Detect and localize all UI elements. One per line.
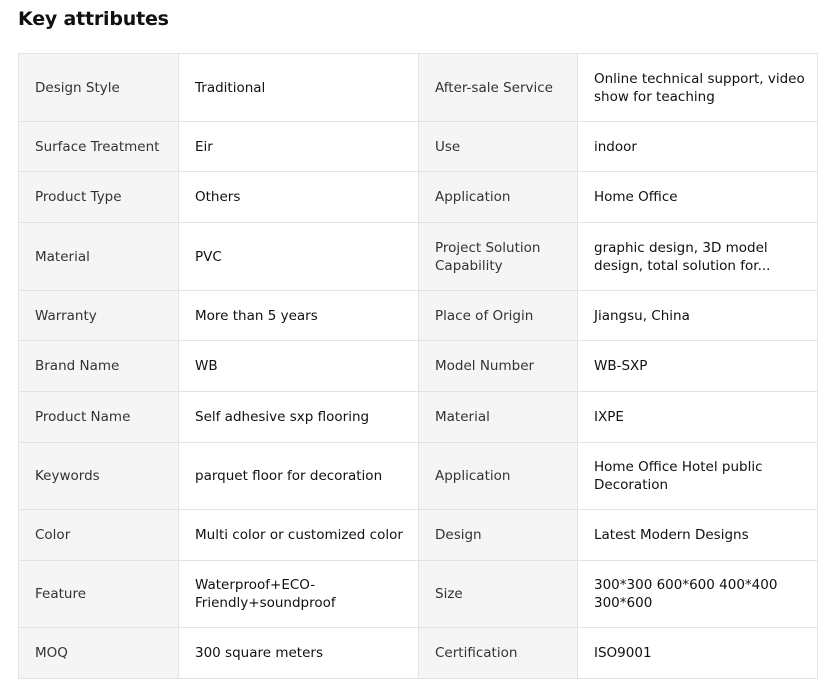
attribute-label: After-sale Service	[419, 54, 578, 122]
attribute-value: Latest Modern Designs	[578, 510, 818, 561]
attribute-label: Keywords	[19, 443, 179, 510]
table-row	[19, 392, 818, 443]
table-row	[19, 172, 818, 223]
table-row	[19, 291, 818, 341]
table-row	[19, 628, 818, 679]
attribute-value: 300 square meters	[179, 628, 419, 679]
attribute-value: Waterproof+ECO-Friendly+soundproof	[179, 561, 419, 628]
attribute-label: Project Solution Capability	[419, 223, 578, 291]
attribute-label: Material	[419, 392, 578, 443]
table-row	[19, 54, 818, 122]
attribute-value: Others	[179, 172, 419, 223]
attribute-label: Model Number	[419, 341, 578, 392]
attribute-label: Application	[419, 172, 578, 223]
table-row	[19, 443, 818, 510]
attribute-value: Jiangsu, China	[578, 291, 818, 341]
attribute-label: Use	[419, 122, 578, 172]
table-row	[19, 510, 818, 561]
attribute-value: Self adhesive sxp flooring	[179, 392, 419, 443]
attribute-value: More than 5 years	[179, 291, 419, 341]
attribute-label: Material	[19, 223, 179, 291]
attributes-table	[18, 53, 818, 679]
attribute-value: 300*300 600*600 400*400 300*600	[578, 561, 818, 628]
section-title: Key attributes	[18, 8, 169, 30]
attribute-value: Multi color or customized color	[179, 510, 419, 561]
attribute-value: Home Office Hotel public Decoration	[578, 443, 818, 510]
attribute-label: Surface Treatment	[19, 122, 179, 172]
attribute-label: Feature	[19, 561, 179, 628]
attribute-value: ISO9001	[578, 628, 818, 679]
attribute-label: Place of Origin	[419, 291, 578, 341]
attribute-value: IXPE	[578, 392, 818, 443]
table-row	[19, 223, 818, 291]
attribute-value: Home Office	[578, 172, 818, 223]
attribute-value: indoor	[578, 122, 818, 172]
table-row	[19, 561, 818, 628]
attribute-value: WB-SXP	[578, 341, 818, 392]
attribute-value: Eir	[179, 122, 419, 172]
attribute-label: Warranty	[19, 291, 179, 341]
attribute-label: Design	[419, 510, 578, 561]
attribute-label: Brand Name	[19, 341, 179, 392]
attribute-value: graphic design, 3D model design, total solution for...	[578, 223, 818, 291]
attribute-value: parquet floor for decoration	[179, 443, 419, 510]
attribute-label: Product Type	[19, 172, 179, 223]
attribute-value: WB	[179, 341, 419, 392]
attribute-label: MOQ	[19, 628, 179, 679]
attribute-label: Certification	[419, 628, 578, 679]
attribute-value: Online technical support, video show for teaching	[578, 54, 818, 122]
attribute-value: Traditional	[179, 54, 419, 122]
table-row	[19, 341, 818, 392]
attribute-label: Design Style	[19, 54, 179, 122]
attribute-value: PVC	[179, 223, 419, 291]
attribute-label: Product Name	[19, 392, 179, 443]
attribute-label: Application	[419, 443, 578, 510]
attribute-label: Size	[419, 561, 578, 628]
table-row	[19, 122, 818, 172]
attribute-label: Color	[19, 510, 179, 561]
